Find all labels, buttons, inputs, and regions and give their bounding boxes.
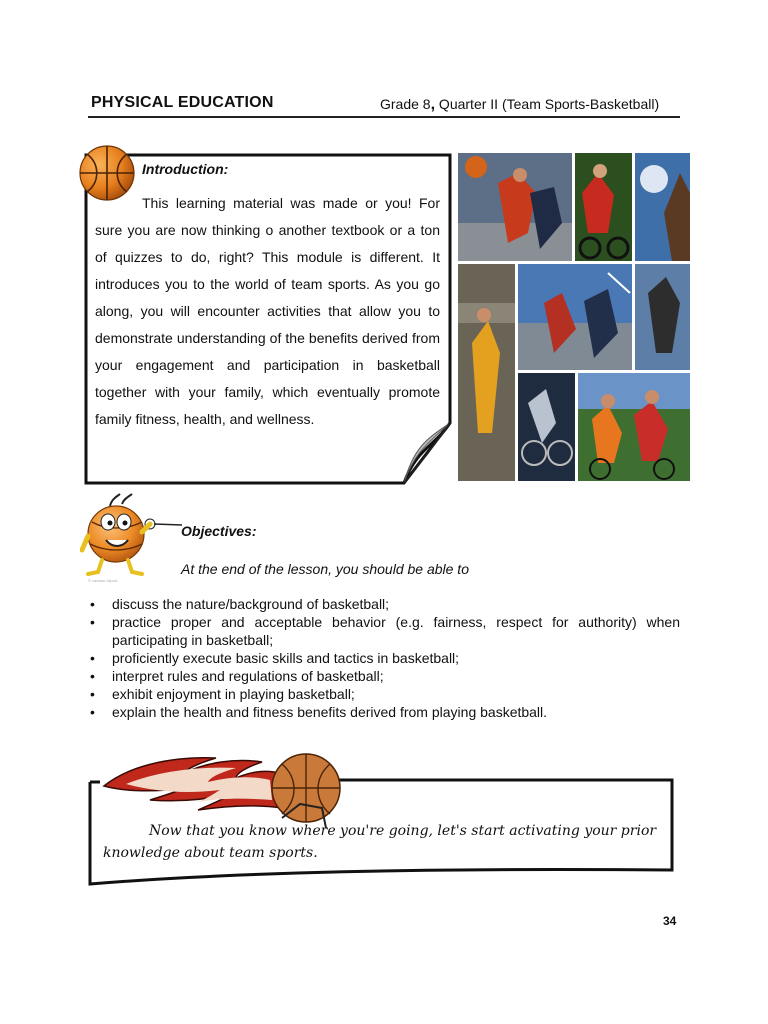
closing-frame <box>86 748 676 888</box>
flaming-basketball-icon <box>104 754 340 828</box>
subject-title: PHYSICAL EDUCATION <box>91 94 274 111</box>
basketball-mascot-icon <box>80 492 182 578</box>
header-rule <box>88 116 680 118</box>
introduction-text: This learning material was made or you! For sure you are now thinking o another textbook or a ton of quizzes to do, right? This module is different. It introduces you to the world of team sports. As you go along, you will encounter activities that allow you to demonstrate understanding of the benefits derived from your engagement and participation in basketball together with your family, which eventually promote family fitness, health, and wellness. <box>95 195 440 427</box>
grade-quarter-label <box>380 96 659 114</box>
sports-photo-collage <box>458 153 690 481</box>
objective-item: • practice proper and acceptable behavior (e.g. fairness, respect for authority) when participating in basketball; <box>88 613 680 649</box>
objectives-list <box>88 595 680 721</box>
closing-text-block <box>103 820 659 864</box>
objective-item: • discuss the nature/background of basketball; <box>88 595 680 613</box>
closing-text: Now that you know where you're going, let's start activating your prior knowledge about team sports. <box>103 823 657 861</box>
objectives-title: Objectives: <box>181 523 257 539</box>
objectives-lead: At the end of the lesson, you should be able to <box>181 561 469 577</box>
page-number: 34 <box>663 914 677 928</box>
objective-item: • interpret rules and regulations of basketball; <box>88 667 680 685</box>
introduction-paragraph <box>95 190 440 433</box>
objective-item: • explain the health and fitness benefits derived from playing basketball. <box>88 703 680 721</box>
clipart-credit: © cartoon clipart <box>88 578 118 583</box>
introduction-title: Introduction: <box>142 161 229 177</box>
grade-comma: , <box>430 96 436 113</box>
objective-item: • proficiently execute basic skills and tactics in basketball; <box>88 649 680 667</box>
grade-label: Grade 8 <box>380 96 431 112</box>
quarter-label: Quarter II (Team Sports-Basketball) <box>435 96 660 112</box>
objective-item: • exhibit enjoyment in playing basketball; <box>88 685 680 703</box>
